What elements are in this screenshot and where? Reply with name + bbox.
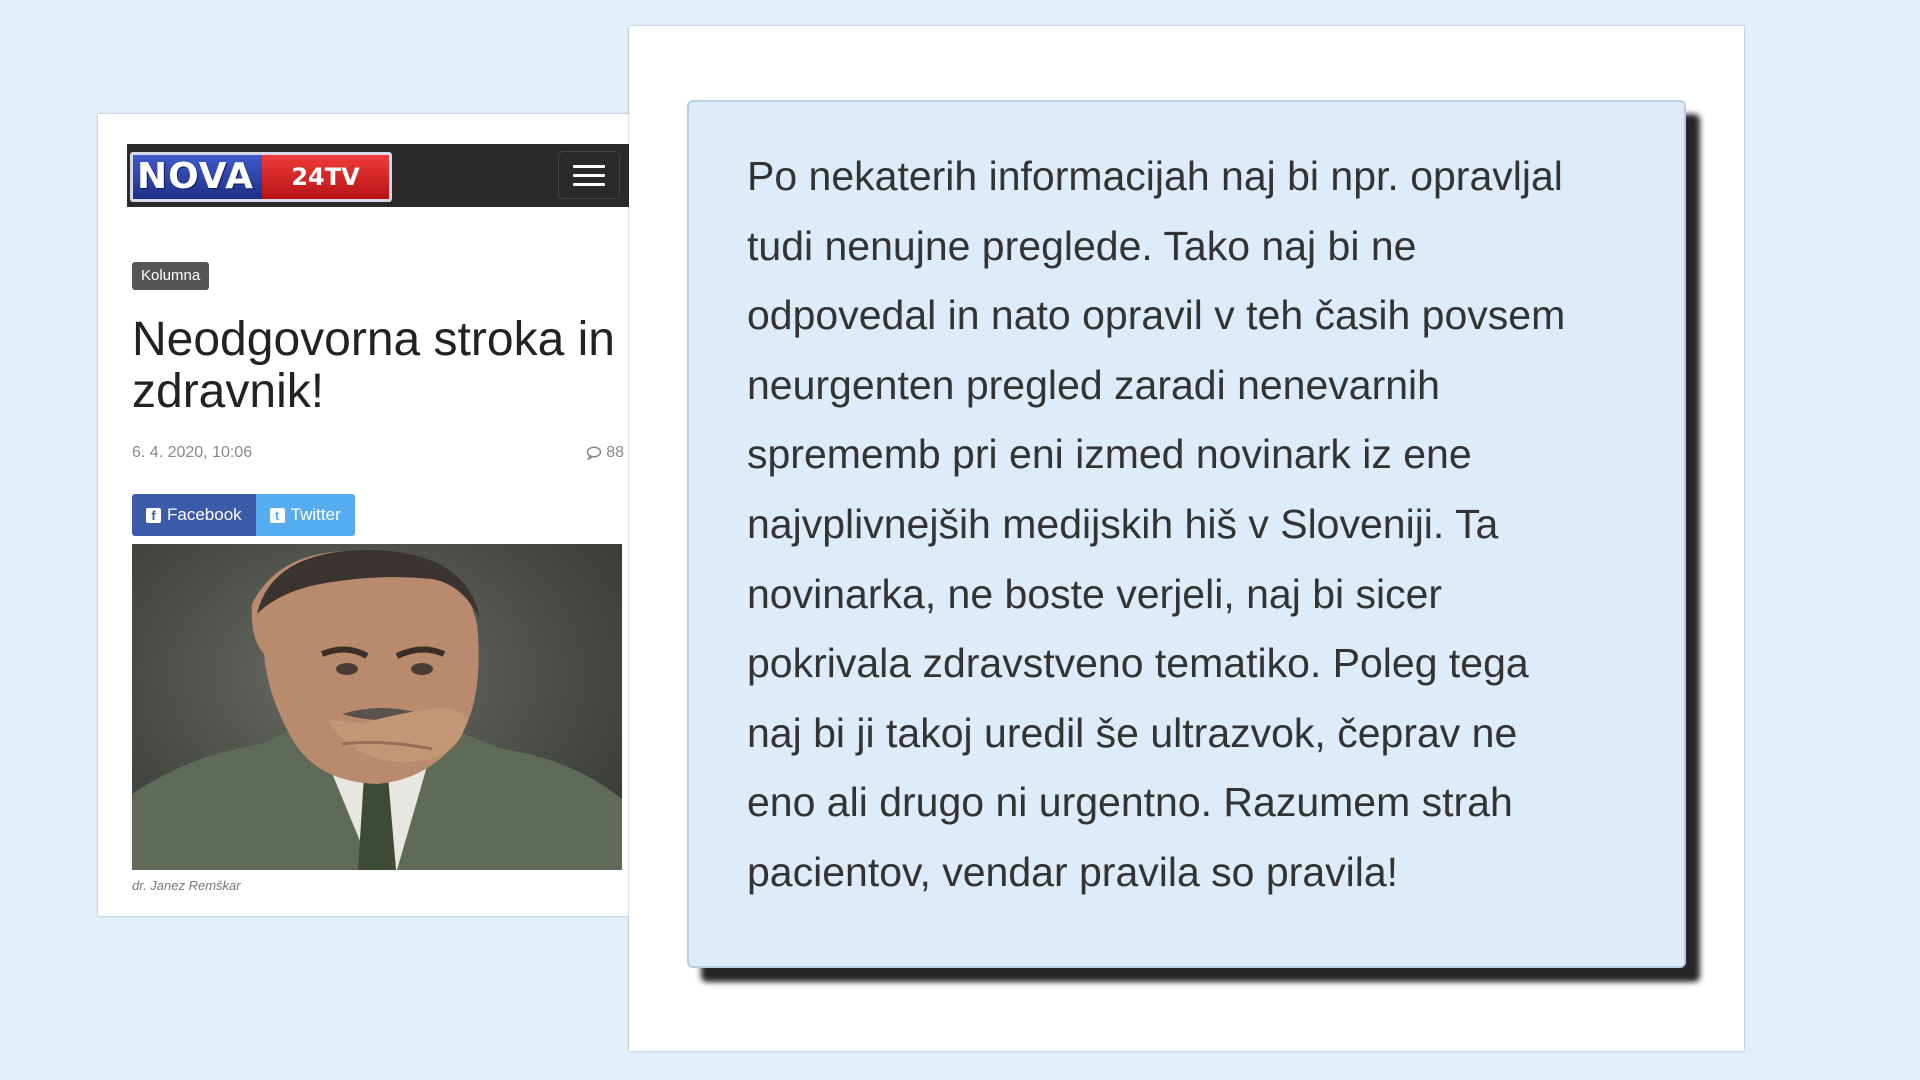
- photo-caption: dr. Janez Remškar: [132, 878, 241, 893]
- twitter-share-label: Twitter: [290, 505, 341, 524]
- article-screenshot-card: [98, 114, 658, 916]
- facebook-share-button[interactable]: [132, 494, 256, 536]
- hamburger-menu-icon[interactable]: [558, 151, 620, 199]
- quote-box: [687, 100, 1686, 968]
- facebook-icon: f: [146, 508, 161, 523]
- portrait-illustration: [132, 544, 622, 870]
- logo-24tv-text: 24TV: [262, 155, 389, 199]
- speech-bubble-icon: [586, 446, 602, 460]
- article-date: 6. 4. 2020, 10:06: [132, 444, 253, 461]
- share-buttons: [132, 494, 355, 536]
- nova24tv-logo[interactable]: [130, 152, 392, 202]
- article-photo: [132, 544, 622, 870]
- quote-text: Po nekaterih informacijah naj bi npr. opravljal tudi nenujne preglede. Tako naj bi ne odpovedal in nato opravil v teh časih povsem neurgenten pregled zaradi nenevarnih sprememb pri eni izmed novinark iz ene najvplivnejših medijskih hiš v Sloveniji. Ta novinarka, ne boste verjeli, naj bi sicer pokrivala zdravstveno tematiko. Poleg tega naj bi ji takoj uredil še ultrazvok, čeprav ne eno ali drugo ni urgentno. Razumem strah pacientov, vendar pravila so pravila!: [747, 153, 1566, 895]
- facebook-share-label: Facebook: [167, 505, 242, 524]
- twitter-share-button[interactable]: [256, 494, 355, 536]
- menu-bar: [573, 174, 605, 177]
- article-title: Neodgovorna stroka in zdravnik!: [132, 313, 615, 418]
- twitter-icon: t: [270, 508, 285, 523]
- logo-nova-text: NOVA: [137, 156, 255, 197]
- comments-count[interactable]: [586, 444, 624, 462]
- site-header: [127, 144, 629, 207]
- category-badge[interactable]: Kolumna: [132, 262, 209, 290]
- menu-bar: [573, 183, 605, 186]
- comments-count-value: 88: [606, 444, 624, 461]
- menu-bar: [573, 165, 605, 168]
- quote-card: [629, 26, 1744, 1051]
